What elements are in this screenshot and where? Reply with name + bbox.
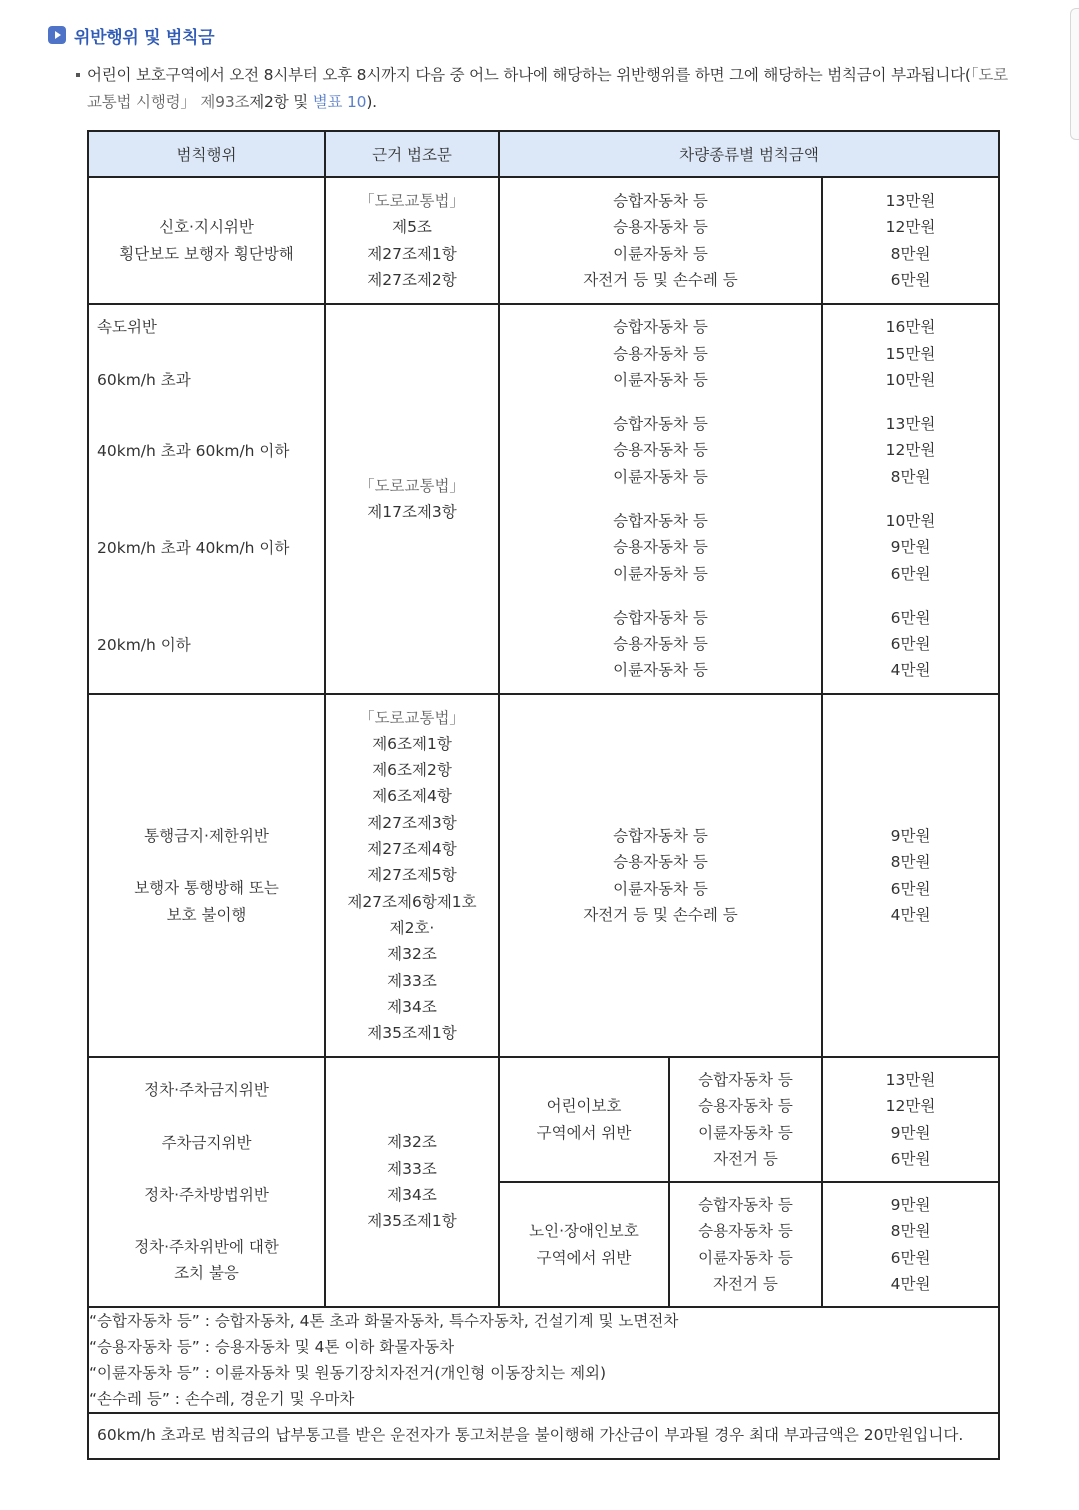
vehicle-text: 승용자동차 등 [613,538,708,557]
law-text: 제27조제4항 [367,840,457,859]
law-text: 제35조제1항 [367,1024,457,1043]
violation-cell [88,1057,325,1307]
fine-text: 8만원 [890,853,931,872]
law-text: 제5조 [392,218,432,237]
notes-row [88,1307,999,1413]
fine-text: 10만원 [885,370,936,389]
violation-cell [88,177,325,304]
violation-text: 정차·주차금지위반 [144,1081,269,1100]
law-cell [325,304,499,694]
table-row [88,1057,999,1182]
law-text: 제6조제1항 [372,734,452,753]
vehicle-cell [499,177,822,304]
vehicle-text: 이륜자동차 등 [698,1123,793,1142]
violation-text: 정차·주차방법위반 [144,1185,269,1204]
vehicle-text: 승합자동차 등 [613,826,708,845]
law-text: 제6조제2항 [372,761,452,780]
fine-text: 13만원 [885,191,936,210]
vehicle-text: 이륜자동차 등 [613,564,708,583]
description-text: 어린이 보호구역에서 오전 8시부터 오후 8시까지 다음 중 어느 하나에 해당하는 위반행위를 하면 그에 해당하는 범칙금이 부과됩니다( [87,66,971,84]
fine-text: 8만원 [890,467,931,486]
vehicle-text: 이륜자동차 등 [613,467,708,486]
vehicle-text: 승합자동차 등 [698,1195,793,1214]
scrollbar[interactable] [1070,8,1079,140]
vehicle-cell [499,694,822,1057]
note-text: “승용자동차 등” : 승용자동차 및 4톤 이하 화물자동차 [89,1338,455,1356]
fine-cell [822,304,999,694]
vehicle-text: 이륜자동차 등 [613,879,708,898]
fine-text: 13만원 [885,415,936,434]
law-text: 제33조 [387,1159,437,1178]
description-text-3: ). [366,93,377,111]
law-title: 「도로교통법」 [359,191,465,210]
fine-text: 15만원 [885,344,936,363]
speed-range: 20km/h 이하 [97,636,191,654]
fine-cell [822,694,999,1057]
law-text: 제27조제5항 [367,866,457,885]
fine-text: 9만원 [890,1195,931,1214]
violation-text: 조치 불응 [174,1264,239,1283]
fine-cell [822,1057,999,1182]
law-text: 제27조제2항 [367,270,457,289]
vehicle-text: 승합자동차 등 [613,318,708,337]
violation-text: 보행자 통행방해 또는 [134,879,279,898]
fine-text: 6만원 [890,608,931,627]
header-fine: 차량종류별 범칙금액 [499,131,999,177]
law-text: 제27조제6항제1호 [347,892,477,911]
vehicle-text: 승용자동차 등 [698,1097,793,1116]
vehicle-text: 자전거 등 및 손수레 등 [583,905,738,924]
fine-text: 13만원 [885,1070,936,1089]
table-row [88,304,999,694]
table-row [88,177,999,304]
fine-text: 6만원 [890,879,931,898]
violation-text: 통행금지·제한위반 [144,827,269,846]
fine-text: 8만원 [890,1222,931,1241]
vehicle-cell [669,1182,822,1307]
table-row [88,694,999,1057]
footer-cell: 60km/h 초과로 범칙금의 납부통고를 받은 운전자가 통고처분을 불이행해 가산금이 부과될 경우 최대 부과금액은 20만원입니다. [88,1413,999,1459]
law-text: 제2호· [389,918,435,937]
zone-text: 구역에서 위반 [536,1123,632,1142]
fine-text: 4만원 [890,905,931,924]
violation-text: 신호·지시위반 [159,218,254,237]
law-text: 제17조제3항 [367,503,457,521]
law-text: 제32조 [387,945,437,964]
speed-range: 40km/h 초과 60km/h 이하 [97,442,290,460]
law-text: 제33조 [387,971,437,990]
square-bullet-icon [76,73,80,77]
fine-text: 12만원 [885,1097,936,1116]
zone-text: 노인·장애인보호 [529,1222,639,1241]
violation-text: 보호 불이행 [166,905,247,924]
note-text: “손수레 등” : 손수레, 경운기 및 우마차 [89,1390,355,1408]
fine-text: 10만원 [885,512,936,530]
fine-text: 16만원 [885,318,936,337]
description [76,62,1011,116]
vehicle-text: 승용자동차 등 [698,1222,793,1241]
fine-text: 8만원 [890,244,931,263]
fine-text: 6만원 [890,1248,931,1267]
law-link[interactable]: 「도로교통법 시행령」 제93조 [87,66,1008,111]
note-text: “승합자동차 등” : 승합자동차, 4톤 초과 화물자동차, 특수자동차, 건설기계 및 노면전차 [89,1312,679,1330]
fine-text: 9만원 [890,826,931,845]
law-text: 제34조 [387,1186,437,1204]
vehicle-text: 승용자동차 등 [613,635,708,654]
law-text: 제32조 [387,1133,437,1152]
fine-text: 6만원 [890,1149,931,1168]
section-title [48,22,214,48]
violation-cell [88,694,325,1057]
vehicle-cell [669,1057,822,1182]
fine-cell [822,177,999,304]
law-text: 제34조 [387,997,437,1016]
vehicle-text: 승합자동차 등 [698,1070,793,1089]
fine-text: 12만원 [885,441,936,460]
vehicle-text: 이륜자동차 등 [698,1248,793,1267]
description-text-2: 제2항 및 [249,93,313,111]
fine-text: 12만원 [885,218,936,237]
zone-cell [499,1182,669,1307]
vehicle-text: 승합자동차 등 [613,415,708,434]
fine-text: 9만원 [890,538,931,557]
vehicle-text: 이륜자동차 등 [613,244,708,263]
vehicle-text: 승용자동차 등 [613,853,708,872]
law-text: 제35조제1항 [367,1212,457,1231]
law-text: 제27조제3항 [367,813,457,832]
vehicle-text: 승용자동차 등 [613,218,708,237]
play-bullet-icon [48,26,66,44]
fine-table [87,130,1000,1460]
violation-text: 주차금지위반 [161,1133,252,1152]
fine-cell [822,1182,999,1307]
vehicle-text: 이륜자동차 등 [613,370,708,389]
vehicle-cell [499,304,822,694]
law-text: 제27조제1항 [367,244,457,263]
vehicle-text: 자전거 등 [713,1274,778,1293]
zone-text: 어린이보호 [546,1097,622,1116]
footer-row [88,1413,999,1459]
header-violation: 범칙행위 [88,131,325,177]
speed-violation-cell [88,304,325,694]
vehicle-text: 승용자동차 등 [613,441,708,460]
violation-text: 정차·주차위반에 대한 [134,1238,279,1257]
note-text: “이륜자동차 등” : 이륜자동차 및 원동기장치자전거(개인형 이동장치는 제외) [89,1364,607,1382]
violation-text: 횡단보도 보행자 횡단방해 [119,244,294,263]
vehicle-text: 승용자동차 등 [613,344,708,363]
law-title: 「도로교통법」 [359,708,465,727]
fine-text: 4만원 [890,1274,931,1293]
speed-range: 60km/h 초과 [97,371,191,389]
law-cell [325,177,499,304]
header-law: 근거 법조문 [325,131,499,177]
vehicle-text: 승합자동차 등 [613,608,708,627]
notes-cell [88,1307,999,1413]
speed-label: 속도위반 [97,318,157,336]
section-title-text: 위반행위 및 범칙금 [74,27,215,48]
law-text: 제6조제4항 [372,787,452,806]
law-cell [325,1057,499,1307]
vehicle-text: 이륜자동차 등 [613,661,708,680]
zone-text: 구역에서 위반 [536,1248,632,1267]
law-title: 「도로교통법」 [359,476,465,495]
fine-text: 6만원 [890,635,931,654]
vehicle-text: 자전거 등 및 손수레 등 [583,270,738,289]
zone-cell [499,1057,669,1182]
fine-text: 6만원 [890,564,931,583]
vehicle-text: 자전거 등 [713,1149,778,1168]
appendix-link[interactable]: 별표 10 [312,93,367,111]
vehicle-text: 승합자동차 등 [613,191,708,210]
fine-text: 6만원 [890,270,931,289]
fine-text: 4만원 [890,661,931,680]
law-cell [325,694,499,1057]
fine-text: 9만원 [890,1123,931,1142]
speed-range: 20km/h 초과 40km/h 이하 [97,539,290,557]
vehicle-text: 승합자동차 등 [613,512,708,530]
